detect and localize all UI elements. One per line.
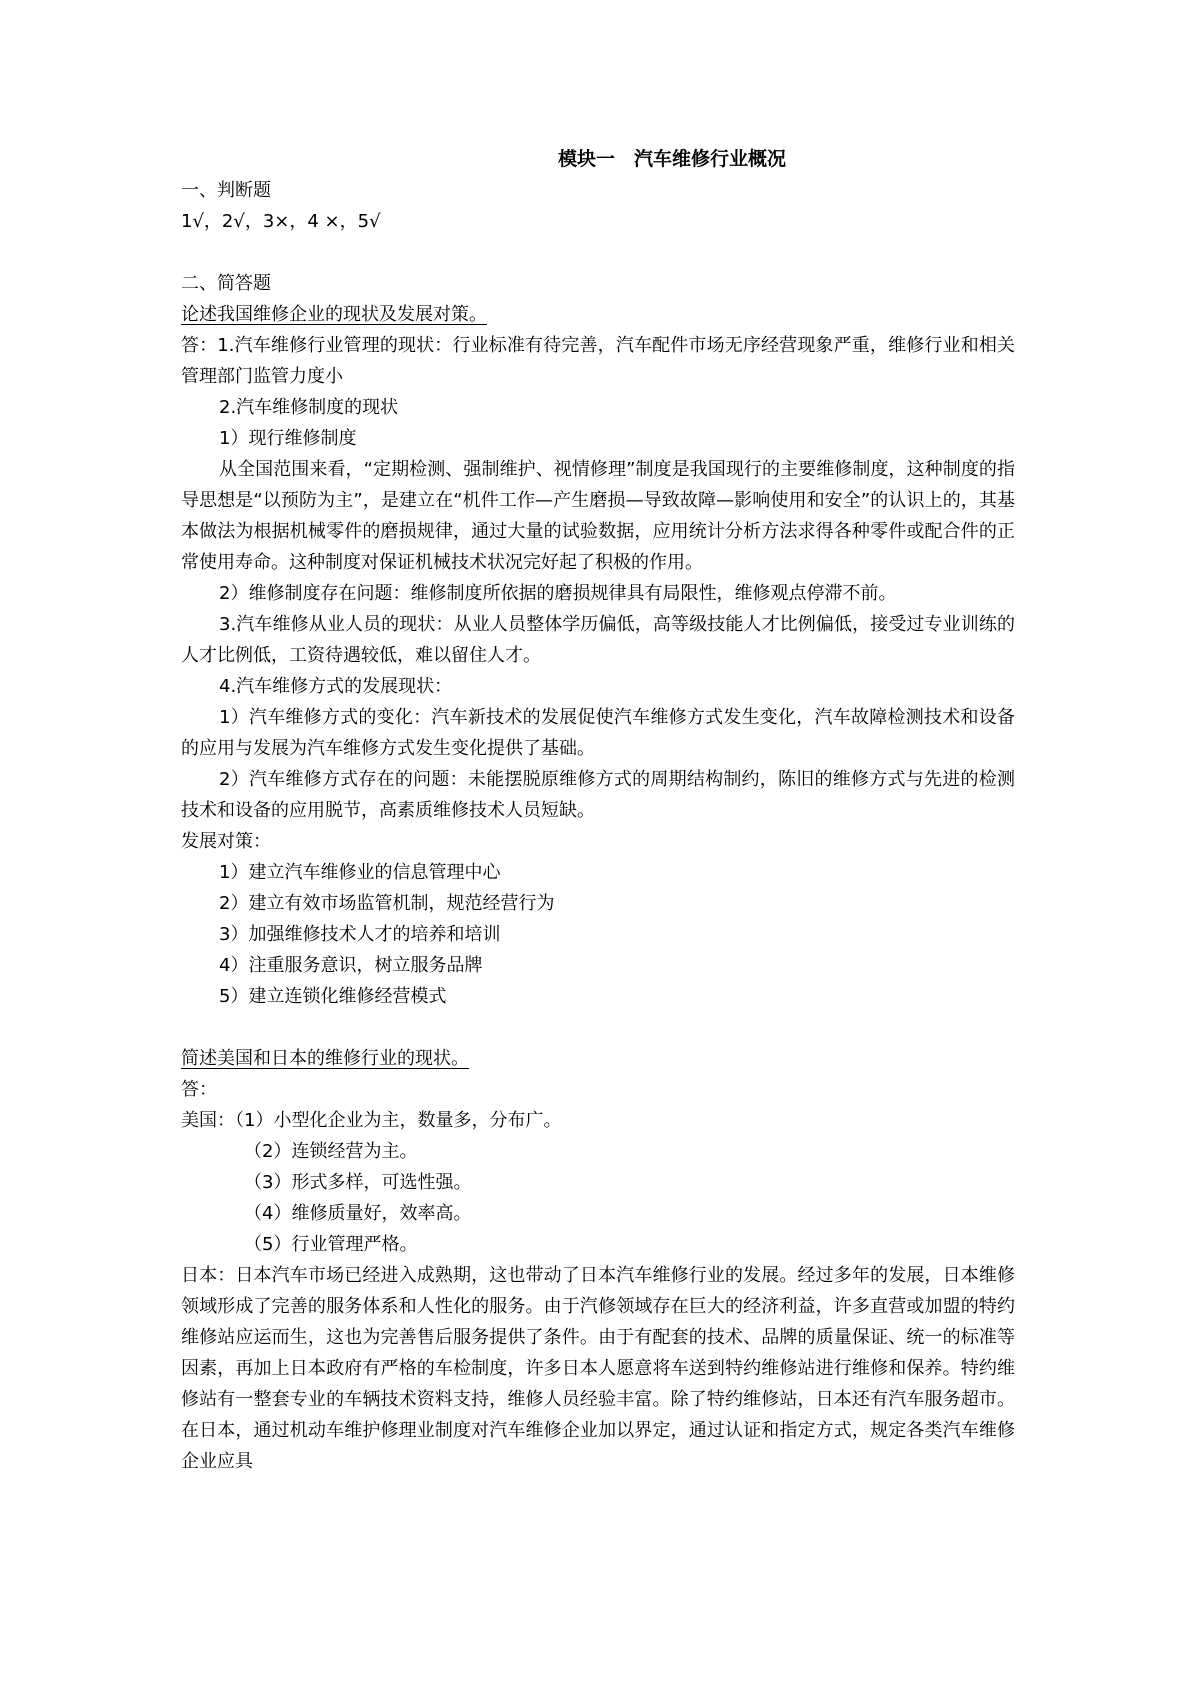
usa-item: 美国：（1）小型化企业为主，数量多，分布广。 <box>181 1110 562 1131</box>
countermeasure-item: 4）注重服务意识，树立服务品牌 <box>219 955 483 976</box>
countermeasure-item: 2）建立有效市场监管机制，规范经营行为 <box>219 893 555 914</box>
japan-paragraph: 日本：日本汽车市场已经进入成熟期，这也带动了日本汽车维修行业的发展。经过多年的发展，日本维修领域形成了完善的服务体系和人性化的服务。由于汽修领域存在巨大的经济利益，许多直营或加盟的特约维修站应运而生，这也为完善售后服务提供了条件。由于有配套的技术、品牌的质量保证、统一的标准等因素，再加上日本政府有严格的车检制度，许多日本人愿意将车送到特约维修站进行维修和保养。特约维修站有一整套专业的车辆技术资料支持，维修人员经验丰富。除了特约维修站，日本还有汽车服务超市。在日本，通过机动车维护修理业制度对汽车维修企业加以界定，通过认证和指定方式，规定各类汽车维修企业应具 <box>181 1265 1015 1472</box>
document-content <box>181 144 1015 1477</box>
answer-2-label: 答： <box>181 1079 217 1100</box>
answer-1-point-2-1-text: 从全国范围来看，“定期检测、强制维护、视情修理”制度是我国现行的主要维修制度，这种制度的指导思想是“以预防为主”，是建立在“机件工作—产生磨损—导致故障—影响使用和安全”的认识上的，其基本做法为根据机械零件的磨损规律，通过大量的试验数据，应用统计分析方法求得各种零件或配合件的正常使用寿命。这种制度对保证机械技术状况完好起了积极的作用。 <box>181 459 1015 573</box>
answer-1-point-4-1: 1）汽车维修方式的变化：汽车新技术的发展促使汽车维修方式发生变化，汽车故障检测技术和设备的应用与发展为汽车维修方式发生变化提供了基础。 <box>181 707 1015 759</box>
usa-item: （4）维修质量好，效率高。 <box>244 1203 472 1224</box>
usa-item: （5）行业管理严格。 <box>244 1234 418 1255</box>
section1-heading: 一、判断题 <box>181 180 271 201</box>
usa-item: （2）连锁经营为主。 <box>244 1141 418 1162</box>
section1-answers: 1√，2√，3×，4 ×，5√ <box>181 211 381 232</box>
page-title: 模块一 汽车维修行业概况 <box>557 148 786 170</box>
countermeasure-item: 1）建立汽车维修业的信息管理中心 <box>219 862 501 883</box>
spacer <box>181 1012 1015 1043</box>
countermeasure-item: 5）建立连锁化维修经营模式 <box>219 986 447 1007</box>
answer-1-point-2: 2.汽车维修制度的现状 <box>219 397 399 418</box>
question-2: 简述美国和日本的维修行业的现状。 <box>181 1048 469 1069</box>
answer-1-point-3: 3.汽车维修从业人员的现状：从业人员整体学历偏低，高等级技能人才比例偏低，接受过专业训练的人才比例低，工资待遇较低，难以留住人才。 <box>181 614 1015 666</box>
countermeasure-item: 3）加强维修技术人才的培养和培训 <box>219 924 501 945</box>
answer-1-point-4-2: 2）汽车维修方式存在的问题：未能摆脱原维修方式的周期结构制约，陈旧的维修方式与先进的检测技术和设备的应用脱节，高素质维修技术人员短缺。 <box>181 769 1015 821</box>
section2-heading: 二、简答题 <box>181 273 271 294</box>
answer-1-point-2-1: 1）现行维修制度 <box>219 428 357 449</box>
answer-1-point-2-2: 2）维修制度存在问题：维修制度所依据的磨损规律具有局限性，维修观点停滞不前。 <box>219 583 897 604</box>
spacer <box>181 237 1015 268</box>
question-1: 论述我国维修企业的现状及发展对策。 <box>181 304 487 325</box>
answer-1-point-1: 答：1.汽车维修行业管理的现状：行业标准有待完善，汽车配件市场无序经营现象严重，维修行业和相关管理部门监管力度小 <box>181 335 1015 387</box>
countermeasures-heading: 发展对策： <box>181 831 271 852</box>
usa-item: （3）形式多样，可选性强。 <box>244 1172 472 1193</box>
answer-1-point-4: 4.汽车维修方式的发展现状： <box>219 676 453 697</box>
